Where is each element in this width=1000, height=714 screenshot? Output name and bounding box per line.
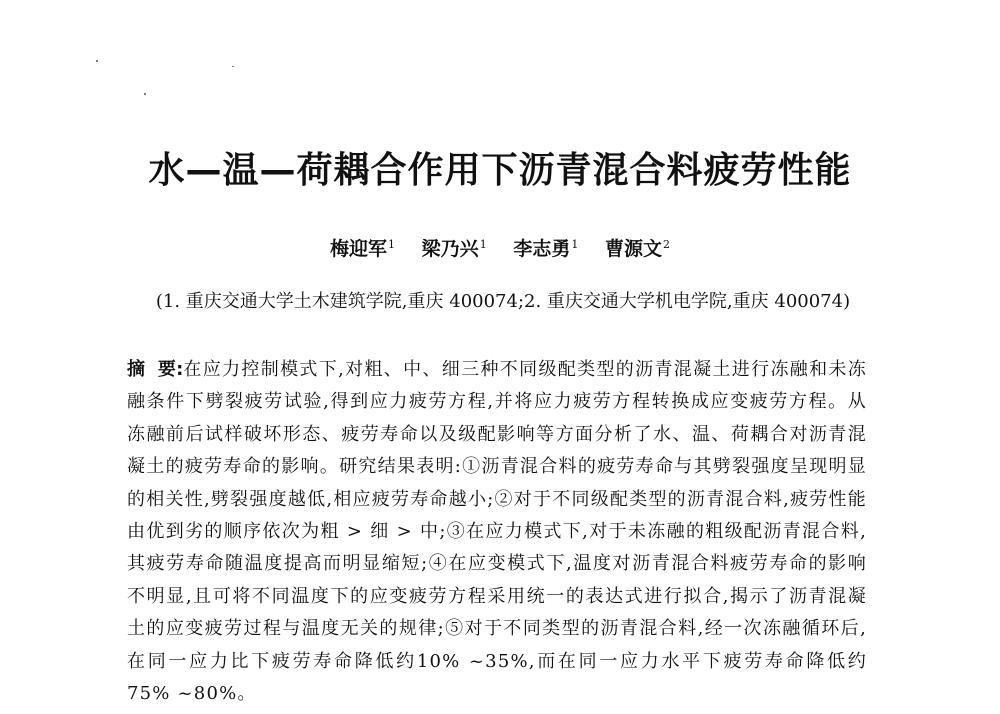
author-affiliation-marker: 1 — [479, 237, 487, 251]
paper-title: 水—温—荷耦合作用下沥青混合料疲劳性能 — [148, 150, 852, 191]
author-list — [0, 234, 1000, 261]
scan-speck — [144, 93, 146, 95]
author — [513, 234, 578, 261]
abstract — [127, 354, 867, 710]
author-name: 曹源文 — [604, 238, 662, 260]
abstract-label: 摘 要: — [127, 359, 184, 380]
author — [330, 234, 395, 261]
author-affiliation-marker: 1 — [571, 237, 579, 251]
author — [605, 234, 670, 261]
author-affiliation-marker: 2 — [662, 237, 670, 251]
author-name: 梁乃兴 — [421, 238, 479, 260]
author — [422, 234, 487, 261]
affiliation-line: (1. 重庆交通大学土木建筑学院,重庆 400074;2. 重庆交通大学机电学院,重庆 400074) — [155, 291, 851, 312]
abstract-text: 在应力控制模式下,对粗、中、细三种不同级配类型的沥青混凝土进行冻融和未冻融条件下劈裂疲劳试验,得到应力疲劳方程,并将应力疲劳方程转换成应变疲劳方程。从冻融前后试样破坏形态、疲劳寿命以及级配影响等方面分析了水、温、荷耦合对沥青混凝土的疲劳寿命的影响。研究结果表明:①沥青混合料的疲劳寿命与其劈裂强度呈现明显的相关性,劈裂强度越低,相应疲劳寿命越小;②对于不同级配类型的沥青混合料,疲劳性能由优到劣的顺序依次为粗 > 细 > 中;③在应力模式下,对于未冻融的粗级配沥青混合料,其疲劳寿命随温度提高而明显缩短;④在应变模式下,温度对沥青混合料疲劳寿命的影响不明显,且可将不同温度下的应变疲劳方程采用统一的表达式进行拟合,揭示了沥青混凝土的应变疲劳过程与温度无关的规律;⑤对于不同类型的沥青混合料,经一次冻融循环后,在同一应力比下疲劳寿命降低约10% ~35%,而在同一应力水平下疲劳寿命降低约 75% ~80%。 — [127, 359, 867, 705]
author-affiliation-marker: 1 — [388, 237, 396, 251]
scan-speck — [232, 66, 234, 67]
scan-speck — [96, 60, 98, 62]
author-name: 梅迎军 — [330, 238, 388, 260]
author-name: 李志勇 — [513, 238, 571, 260]
